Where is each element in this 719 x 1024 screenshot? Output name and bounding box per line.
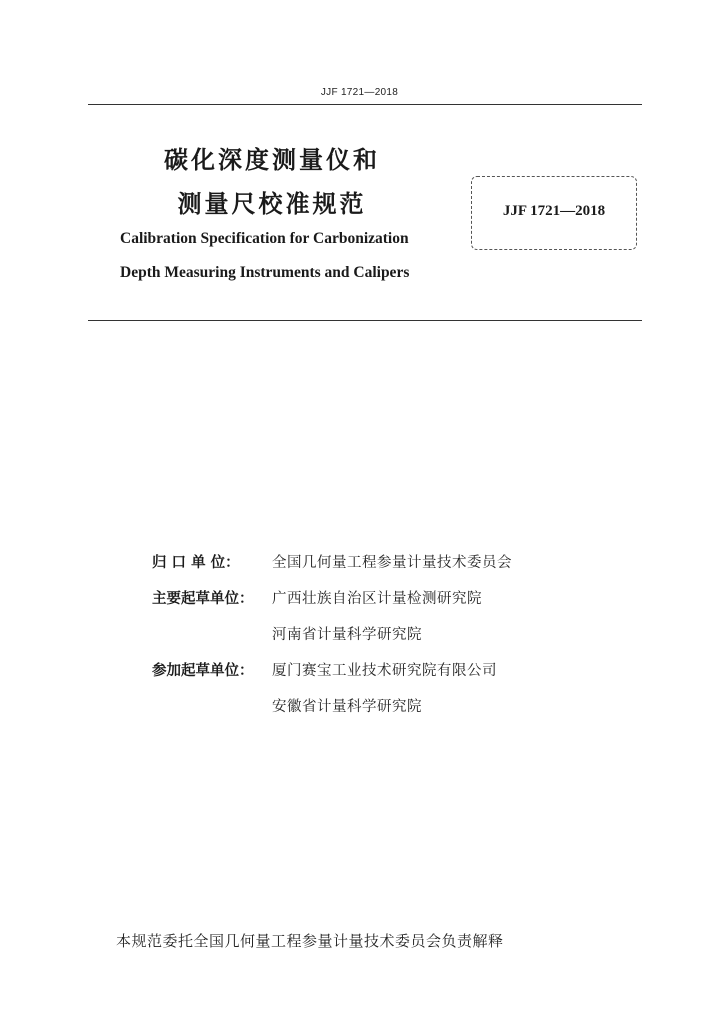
organization-block <box>152 552 632 732</box>
org-value-main-drafting-2: 河南省计量科学研究院 <box>272 627 422 643</box>
org-value-participating-2: 安徽省计量科学研究院 <box>272 699 422 715</box>
org-row-main-drafting-2 <box>152 624 632 660</box>
header-code: JJF 1721—2018 <box>320 87 399 98</box>
footer-note: 本规范委托全国几何量工程参量计量技术委员会负责解释 <box>116 932 504 950</box>
title-en-line2: Depth Measuring Instruments and Calipers <box>120 264 410 281</box>
org-row-responsible <box>152 552 632 588</box>
org-value-responsible: 全国几何量工程参量计量技术委员会 <box>272 555 512 571</box>
org-row-participating-2 <box>152 696 632 732</box>
org-label-main-drafting: 主要起草单位： <box>152 591 254 607</box>
code-box-text: JJF 1721—2018 <box>502 203 606 219</box>
code-box <box>471 176 637 250</box>
org-row-participating-1 <box>152 660 632 696</box>
title-cn-line2: 测量尺校准规范 <box>177 190 367 218</box>
main-rule <box>88 320 642 321</box>
title-cn-line1: 碳化深度测量仪和 <box>164 146 380 174</box>
title-en-line1: Calibration Specification for Carbonization <box>120 230 409 247</box>
org-label-responsible: 归 口 单 位： <box>152 555 240 571</box>
org-value-main-drafting-1: 广西壮族自治区计量检测研究院 <box>272 591 482 607</box>
header-rule <box>88 104 642 105</box>
org-row-main-drafting-1 <box>152 588 632 624</box>
org-value-participating-1: 厦门赛宝工业技术研究院有限公司 <box>272 663 497 679</box>
org-label-participating: 参加起草单位： <box>152 663 254 679</box>
